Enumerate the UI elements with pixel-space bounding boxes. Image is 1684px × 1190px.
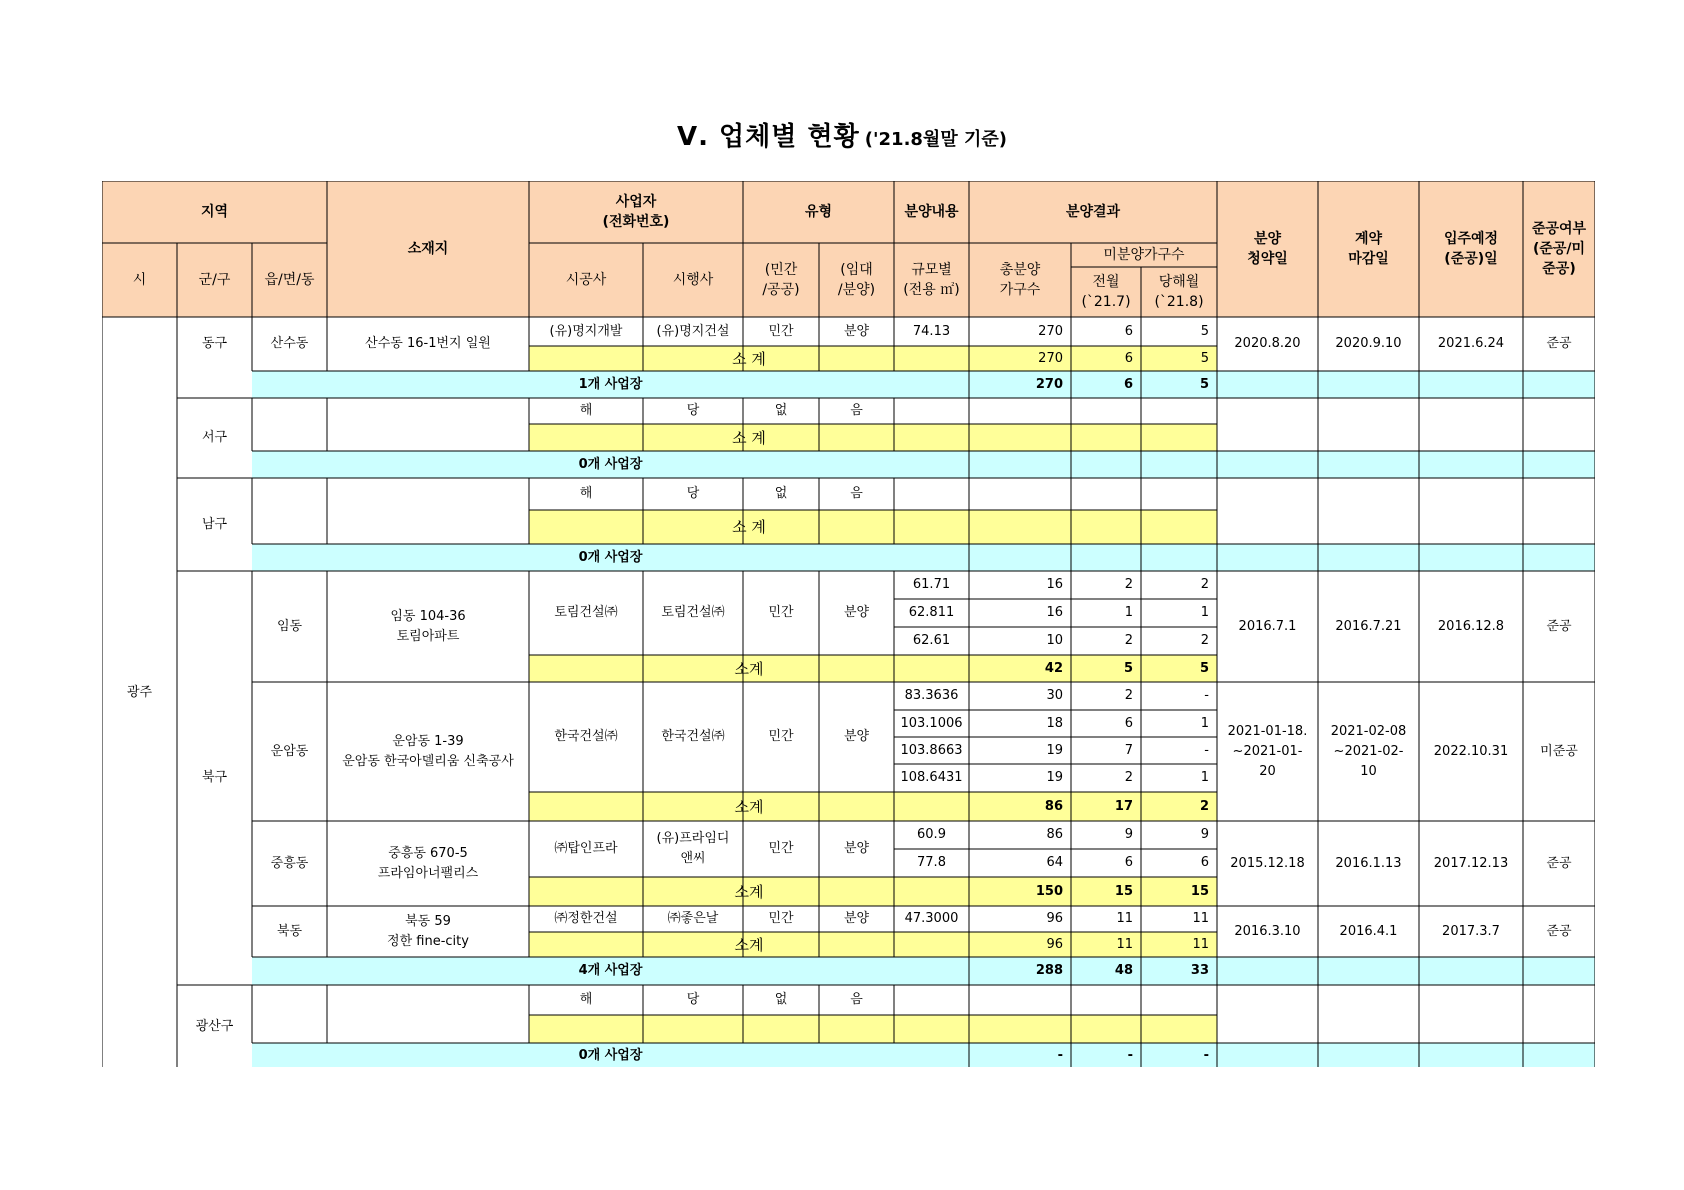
size-imdong-0: 61.71 (912, 577, 951, 592)
dong-unam: 운암동 (270, 743, 309, 759)
builder-sansu: (유)명지개발 (549, 323, 623, 339)
location-bukdong: 북동 59 정한 fine-city (387, 913, 469, 949)
total-label-namgu: 0개 사업장 (578, 549, 643, 565)
header-sale-content: 분양내용 (904, 204, 959, 220)
type-public-bukdong: 민간 (768, 911, 794, 926)
move-in-sansu: 2021.6.24 (1437, 336, 1505, 351)
header-operator: 사업자 (전화번호) (602, 194, 670, 230)
completion-junghung: 준공 (1546, 855, 1572, 871)
completion-unam: 미준공 (1540, 743, 1578, 759)
move-in-bukdong: 2017.3.7 (1442, 923, 1500, 939)
units-junghung-0: 86 (1046, 827, 1063, 842)
none-cell-gwangsangu-3: 음 (850, 992, 863, 1007)
subtotal-unam-label: 소계 (734, 797, 764, 816)
curr-unam-0: - (1204, 688, 1209, 703)
none-cell-gwangsangu-0: 해 (579, 992, 593, 1007)
none-cell-gwangsangu-2: 없 (774, 992, 788, 1007)
developer-unam: 한국건설㈜ (661, 729, 725, 744)
header-total-units: 총분양 가구수 (999, 262, 1041, 298)
district-seogu: 서구 (201, 430, 228, 445)
type-public-unam: 민간 (768, 729, 794, 744)
developer-junghung: (유)프라임디 앤씨 (656, 831, 730, 866)
units-sansu-0: 270 (1038, 323, 1063, 339)
total-units-gwangsangu: - (1057, 1047, 1063, 1063)
contract-imdong: 2016.7.21 (1335, 618, 1402, 634)
header-subscription: 분양 청약일 (1247, 231, 1288, 267)
header-move-in: 입주예정 (준공)일 (1443, 231, 1499, 267)
type-rent-unam: 분양 (843, 729, 870, 744)
completion-sansu: 준공 (1546, 336, 1572, 351)
header-eup: 읍/면/동 (264, 272, 315, 288)
contract-unam: 2021-02-08 ~2021-02- 10 (1330, 723, 1407, 779)
prev-junghung-1: 6 (1124, 855, 1133, 870)
total-prev-gwangsangu: - (1127, 1047, 1133, 1063)
subtotal-bukdong-prev: 11 (1116, 936, 1133, 952)
total-units-donggu: 270 (1035, 376, 1063, 392)
header-prev-month: 전월 (`21.7) (1081, 274, 1131, 310)
prev-imdong-2: 2 (1124, 633, 1133, 648)
units-unam-0: 30 (1046, 688, 1063, 703)
location-sansu: 산수동 16-1번지 일원 (365, 336, 491, 351)
total-curr-donggu: 5 (1199, 376, 1209, 392)
type-public-imdong: 민간 (768, 605, 794, 620)
size-sansu-0: 74.13 (912, 323, 951, 339)
header-unsold: 미분양가구수 (1103, 247, 1185, 263)
dong-bukdong: 북동 (276, 923, 303, 939)
prev-sansu-0: 6 (1124, 323, 1133, 339)
contract-bukdong: 2016.4.1 (1339, 923, 1398, 939)
subscription-bukdong: 2016.3.10 (1234, 923, 1301, 939)
developer-bukdong: ㈜좋은날 (667, 911, 719, 926)
none-cell-namgu-1: 당 (686, 486, 700, 501)
curr-unam-3: 1 (1200, 770, 1209, 785)
subscription-sansu: 2020.8.20 (1234, 336, 1301, 351)
units-imdong-2: 10 (1046, 633, 1063, 648)
move-in-junghung: 2017.12.13 (1433, 855, 1509, 871)
size-imdong-1: 62.811 (908, 605, 955, 620)
type-rent-bukdong: 분양 (843, 911, 870, 926)
size-unam-1: 103.1006 (900, 715, 963, 731)
units-imdong-0: 16 (1046, 577, 1063, 592)
size-junghung-0: 60.9 (917, 827, 946, 842)
city-gwangju: 광주 (126, 684, 153, 700)
subtotal-sansu-label: 소 계 (732, 349, 766, 368)
district-gwangsangu: 광산구 (195, 1018, 234, 1034)
type-public-junghung: 민간 (768, 841, 794, 856)
total-prev-donggu: 6 (1123, 376, 1133, 392)
move-in-imdong: 2016.12.8 (1437, 618, 1505, 634)
subtotal-sansu-units: 270 (1038, 350, 1063, 366)
total-prev-bukgu: 48 (1114, 963, 1133, 978)
subtotal-seogu-label: 소 계 (732, 428, 766, 447)
size-junghung-1: 77.8 (917, 855, 946, 870)
size-imdong-2: 62.61 (912, 633, 951, 648)
completion-imdong: 준공 (1546, 618, 1572, 634)
subtotal-junghung-units: 150 (1035, 883, 1063, 899)
subtotal-bukdong-curr: 11 (1192, 936, 1209, 952)
curr-sansu-0: 5 (1200, 323, 1209, 339)
subtotal-junghung-label: 소계 (734, 882, 764, 901)
subscription-junghung: 2015.12.18 (1230, 855, 1305, 871)
builder-bukdong: ㈜정한건설 (554, 911, 618, 926)
units-bukdong-0: 96 (1046, 911, 1063, 926)
size-unam-3: 108.6431 (900, 770, 963, 785)
prev-unam-1: 6 (1124, 715, 1133, 731)
header-completion: 준공여부 (준공/미 준공) (1531, 221, 1587, 277)
units-unam-3: 19 (1046, 770, 1063, 785)
title-sub: ('21.8월말 기준) (864, 129, 1007, 150)
subtotal-sansu-prev: 6 (1124, 350, 1133, 366)
prev-unam-2: 7 (1124, 742, 1133, 758)
dong-junghung: 중흥동 (270, 855, 309, 871)
total-curr-bukgu: 33 (1190, 963, 1209, 978)
district-donggu: 동구 (201, 336, 228, 351)
size-bukdong-0: 47.3000 (904, 911, 959, 926)
subtotal-unam-curr: 2 (1199, 798, 1209, 814)
builder-junghung: ㈜탑인프라 (554, 841, 618, 856)
prev-unam-3: 2 (1124, 770, 1133, 785)
subtotal-namgu-label: 소 계 (732, 518, 766, 536)
developer-sansu: (유)명지건설 (656, 323, 730, 339)
units-imdong-1: 16 (1046, 605, 1063, 620)
type-rent-sansu: 분양 (843, 323, 870, 339)
subtotal-imdong-units: 42 (1044, 660, 1063, 676)
units-unam-2: 19 (1046, 742, 1063, 758)
none-cell-seogu-3: 음 (850, 403, 863, 418)
type-rent-junghung: 분양 (843, 841, 870, 856)
subtotal-imdong-label: 소계 (734, 659, 764, 678)
type-public-sansu: 민간 (768, 323, 794, 339)
subtotal-bukdong-units: 96 (1046, 936, 1063, 952)
location-unam: 운암동 1-39 운암동 한국아델리움 신축공사 (342, 733, 514, 769)
dong-imdong: 임동 (276, 618, 303, 634)
none-cell-namgu-0: 해 (579, 486, 593, 501)
curr-bukdong-0: 11 (1192, 911, 1209, 926)
curr-unam-2: - (1204, 742, 1209, 758)
total-curr-gwangsangu: - (1203, 1047, 1209, 1063)
contract-sansu: 2020.9.10 (1335, 336, 1402, 351)
none-cell-namgu-2: 없 (774, 486, 788, 501)
dong-sansu: 산수동 (270, 336, 309, 351)
none-cell-namgu-3: 음 (850, 486, 863, 501)
district-bukgu: 북구 (201, 770, 228, 785)
units-unam-1: 18 (1046, 715, 1063, 731)
header-type: 유형 (804, 204, 833, 220)
size-unam-0: 83.3636 (904, 688, 959, 703)
header-curr-month: 당해월 (`21.8) (1154, 274, 1204, 310)
total-label-seogu: 0개 사업장 (578, 456, 643, 472)
none-cell-seogu-2: 없 (774, 403, 788, 418)
prev-unam-0: 2 (1124, 688, 1133, 703)
move-in-unam: 2022.10.31 (1433, 743, 1509, 759)
header-builder: 시공사 (565, 272, 607, 288)
subtotal-imdong-curr: 5 (1199, 660, 1209, 676)
subscription-imdong: 2016.7.1 (1238, 618, 1297, 634)
prev-imdong-0: 2 (1124, 577, 1133, 592)
subtotal-bukdong-label: 소계 (734, 935, 764, 954)
curr-imdong-0: 2 (1200, 577, 1209, 592)
header-si: 시 (132, 272, 147, 288)
units-junghung-1: 64 (1046, 855, 1063, 870)
prev-imdong-1: 1 (1124, 605, 1133, 620)
page-title (0, 116, 1684, 153)
builder-imdong: 토림건설㈜ (554, 605, 618, 620)
subtotal-junghung-curr: 15 (1190, 883, 1209, 899)
contract-junghung: 2016.1.13 (1335, 855, 1402, 871)
total-label-bukgu: 4개 사업장 (578, 963, 643, 978)
total-units-bukgu: 288 (1035, 963, 1063, 978)
header-sale-result: 분양결과 (1065, 204, 1121, 220)
header-developer: 시행사 (672, 272, 714, 288)
curr-imdong-2: 2 (1200, 633, 1209, 648)
total-label-donggu: 1개 사업장 (578, 376, 643, 392)
total-label-gwangsangu: 0개 사업장 (578, 1047, 643, 1063)
developer-imdong: 토림건설㈜ (661, 605, 725, 620)
none-cell-seogu-1: 당 (686, 403, 700, 418)
prev-bukdong-0: 11 (1116, 911, 1133, 926)
header-gungu: 군/구 (198, 272, 231, 288)
size-unam-2: 103.8663 (900, 742, 963, 758)
none-cell-seogu-0: 해 (579, 403, 593, 418)
curr-junghung-1: 6 (1200, 855, 1209, 870)
subtotal-unam-prev: 17 (1114, 798, 1133, 814)
location-imdong: 임동 104-36 토림아파트 (390, 608, 466, 644)
type-rent-imdong: 분양 (843, 605, 870, 620)
header-type-public: (민간 /공공) (762, 262, 800, 298)
header-region: 지역 (200, 204, 229, 220)
subtotal-junghung-prev: 15 (1114, 883, 1133, 899)
header-contract: 계약 마감일 (1348, 231, 1389, 267)
status-table (102, 181, 1595, 1067)
curr-junghung-0: 9 (1200, 827, 1209, 842)
completion-bukdong: 준공 (1546, 923, 1572, 939)
header-size: 규모별 (전용 ㎡) (903, 262, 960, 298)
none-cell-gwangsangu-1: 당 (686, 992, 700, 1007)
title-main: Ⅴ. 업체별 현황 (677, 122, 860, 152)
curr-unam-1: 1 (1200, 715, 1209, 731)
builder-unam: 한국건설㈜ (554, 729, 618, 744)
location-junghung: 중흥동 670-5 프라임아너팰리스 (377, 845, 479, 881)
subtotal-sansu-curr: 5 (1200, 350, 1209, 366)
subtotal-imdong-prev: 5 (1123, 660, 1133, 676)
header-type-rent: (임대 /분양) (837, 262, 876, 298)
district-namgu: 남구 (201, 516, 228, 532)
subscription-unam: 2021-01-18. ~2021-01- 20 (1227, 723, 1308, 779)
subtotal-unam-units: 86 (1044, 798, 1063, 814)
header-location: 소재지 (407, 241, 449, 257)
curr-imdong-1: 1 (1200, 605, 1209, 620)
prev-junghung-0: 9 (1124, 827, 1133, 842)
